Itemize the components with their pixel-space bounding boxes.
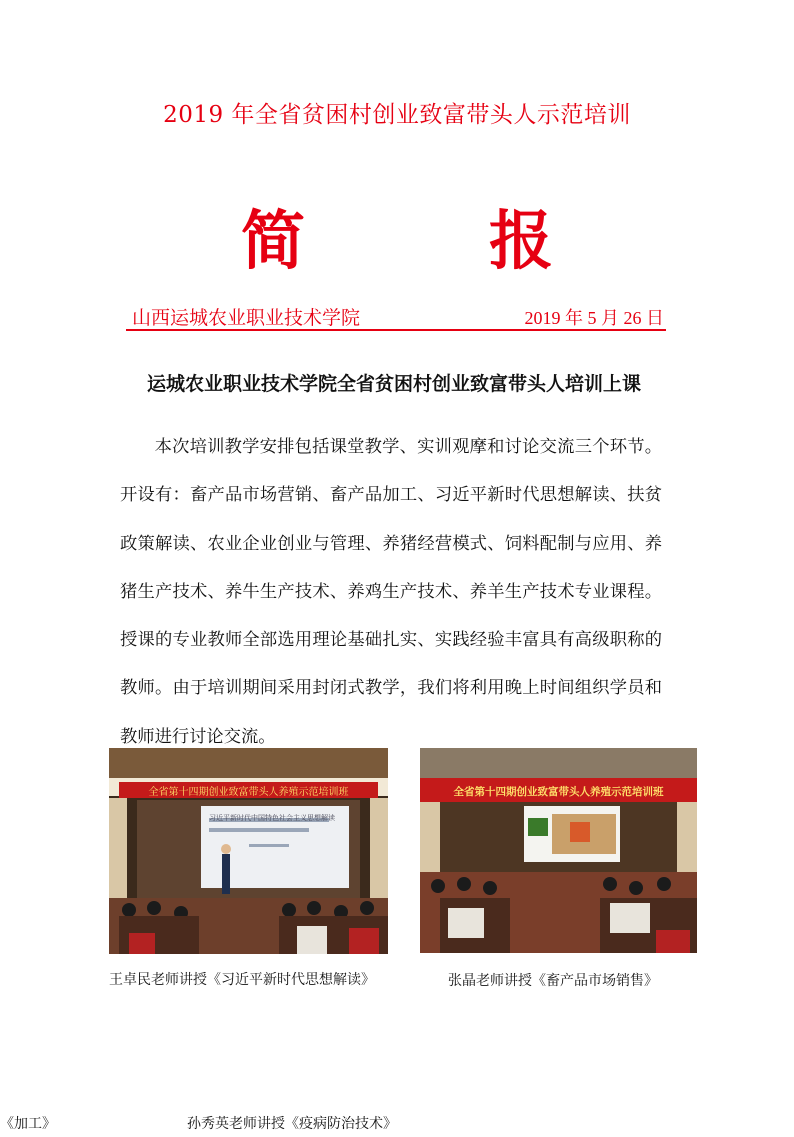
photo-1-caption: 王卓民老师讲授《习近平新时代思想解读》 bbox=[109, 972, 375, 988]
footer-cut-caption-left: 《加工》 bbox=[0, 1116, 56, 1132]
photo-2-banner: 全省第十四期创业致富带头人养殖示范培训班 bbox=[453, 786, 664, 798]
report-series-title: 2019 年全省贫困村创业致富带头人示范培训 bbox=[163, 102, 631, 128]
photo-1-banner: 全省第十四期创业致富带头人养殖示范培训班 bbox=[148, 787, 349, 798]
photo-1-slide-text: 习近平新时代中国特色社会主义思想解读 bbox=[209, 814, 335, 822]
article-paragraph: 本次培训教学安排包括课堂教学、实训观摩和讨论交流三个环节。开设有：畜产品市场营销、畜产品加工、习近平新时代思想解读、扶贫政策解读、农业企业创业与管理、养猪经营模式、饲料配制与应用、养猪生产技术、养牛生产技术、养鸡生产技术、养羊生产技术专业课程。授课的专业教师全部选用理论基础扎实、实践经验丰富具有高级职称的教师。由于培训期间采用封闭式教学，我们将利用晚上时间组织学员和教师进行讨论交流。 bbox=[120, 437, 662, 747]
footer-cut-caption-right: 孙秀英老师讲授《疫病防治技术》 bbox=[187, 1116, 397, 1132]
report-main-title: 简 报 bbox=[241, 205, 613, 279]
lecture-photo-2 bbox=[420, 748, 697, 953]
org-name: 山西运城农业职业技术学院 bbox=[132, 307, 361, 329]
photo-2-caption: 张晶老师讲授《畜产品市场销售》 bbox=[448, 973, 658, 989]
lecture-photo-1 bbox=[109, 748, 388, 954]
article-headline: 运城农业职业技术学院全省贫困村创业致富带头人培训上课 bbox=[147, 373, 642, 395]
org-date-line bbox=[126, 303, 666, 331]
report-date: 2019 年 5 月 26 日 bbox=[524, 308, 664, 328]
